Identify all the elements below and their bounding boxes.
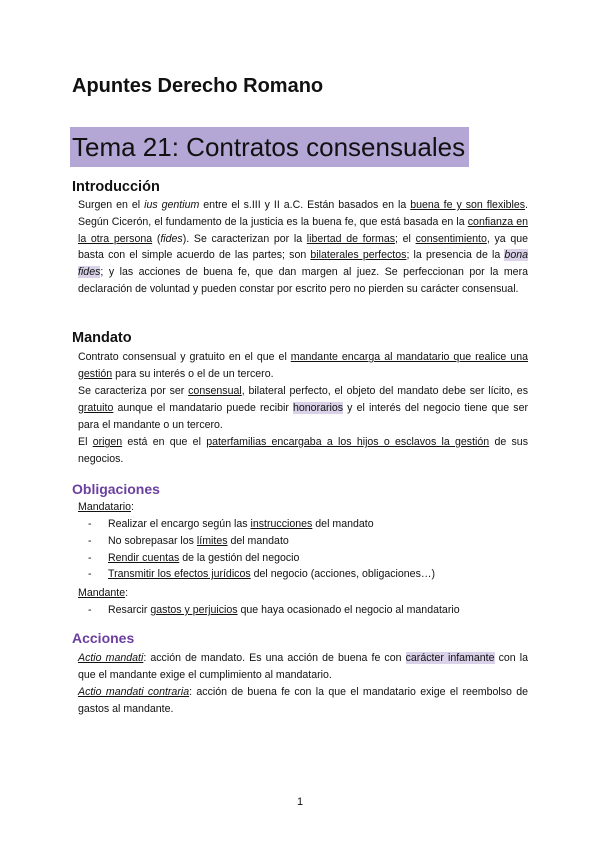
honorarios-highlight: honorarios	[293, 401, 344, 414]
topic-title: Tema 21: Contratos consensuales	[70, 127, 469, 167]
actio-mandati-term: Actio mandati	[78, 652, 144, 664]
document-title: Apuntes Derecho Romano	[72, 75, 324, 97]
libertad-emphasis: libertad de formas	[306, 232, 396, 245]
page-number: 1	[296, 796, 304, 808]
consentimiento-emphasis: consentimiento	[415, 232, 487, 245]
list-item: - Transmitir los efectos jurídicos del negocio (acciones, obligaciones…)	[88, 566, 435, 583]
list-item: - Rendir cuentas de la gestión del negocio	[88, 550, 435, 567]
buena-fe-emphasis: buena fe y son flexibles	[410, 199, 526, 211]
mandato-origin: El origen está en que el paterfamilias encargaba a los hijos o esclavos la gestión de sus negocios.	[78, 436, 528, 465]
actio-contraria-term: Actio mandati contraria	[78, 686, 190, 698]
origen-emphasis: origen	[92, 436, 123, 448]
obligaciones-heading: Obligaciones	[72, 481, 160, 497]
mandatario-obligations-list	[88, 516, 435, 583]
mandato-heading: Mandato	[72, 330, 132, 346]
confianza-emphasis: confianza en la otra persona	[78, 215, 529, 245]
fides-term: fides	[160, 232, 183, 245]
mandatario-label: Mandatario:	[78, 501, 134, 513]
list-item: - Realizar el encargo según las instrucciones del mandato	[88, 516, 435, 533]
list-item: - No sobrepasar los límites del mandato	[88, 533, 435, 550]
list-item: - Resarcir gastos y perjuicios que haya ocasionado el negocio al mandatario	[88, 602, 460, 619]
consensual-emphasis: consensual	[188, 385, 242, 397]
infamante-highlight: carácter infamante	[405, 652, 495, 664]
bona-fides-term: bona fides	[78, 249, 528, 279]
paterfamilias-emphasis: paterfamilias encargaba a los hijos o esclavos la gestión	[206, 436, 490, 448]
intro-paragraph: Surgen en el ius gentium entre el s.III y II a.C. Están basados en la buena fe y son flexibles. Según Cicerón, el fundamento de la justicia es la buena fe, que está basada en la confianza en la otra persona (fides). Se caracterizan por la libertad de formas; el consentimiento, ya que basta con el simple acuerdo de las partes; son bilaterales perfectos; la presencia de la bona fides; y las acciones de buena fe, que dan margen al juez. Se perfeccionan por la mera declaración de voluntad y pueden constar por escrito pero no pierden su carácter consensual.	[78, 199, 529, 295]
mandato-definition: Contrato consensual y gratuito en el que el mandante encarga al mandatario que realice una gestión para su interés o el de un tercero.	[78, 351, 528, 380]
ius-gentium-term: ius gentium	[144, 199, 200, 211]
acciones-heading: Acciones	[72, 630, 135, 646]
actio-mandati-paragraph: Actio mandati: acción de mandato. Es una acción de buena fe con carácter infamante con la que el mandante exige el cumplimiento al mandatario.	[78, 652, 528, 681]
actio-contraria-paragraph: Actio mandati contraria: acción de buena fe con la que el mandatario exige el reembolso de gastos al mandante.	[78, 686, 529, 715]
mandante-label: Mandante:	[78, 587, 129, 599]
mandante-encarga-emphasis: mandante encarga al mandatario que realice una gestión	[78, 351, 528, 380]
mandante-obligations-list	[88, 602, 460, 619]
mandato-characteristics: Se caracteriza por ser consensual, bilateral perfecto, el objeto del mandato debe ser lícito, es gratuito aunque el mandatario puede recibir honorarios y el interés del negocio tiene que ser para el mandante o un tercero.	[78, 385, 529, 431]
gratuito-emphasis: gratuito	[78, 401, 114, 414]
bilaterales-emphasis: bilaterales perfectos	[310, 249, 407, 262]
intro-heading: Introducción	[72, 179, 160, 195]
